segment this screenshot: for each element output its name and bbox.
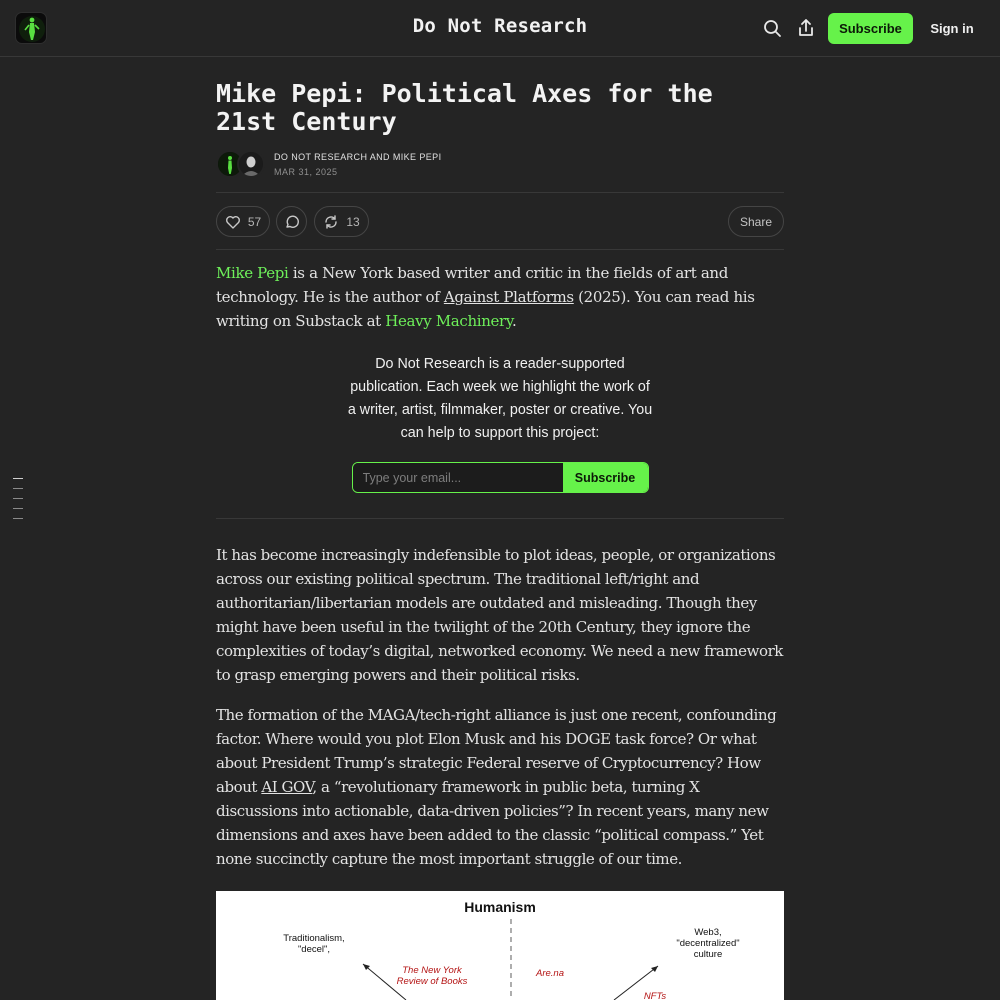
subscribe-promo-text: Do Not Research is a reader-supported publication. Each week we highlight the work of a writer, artist, filmmaker, poster or creative. You can help to support this project: — [347, 356, 653, 441]
diagram-label-web3: Web3, "decentralized" culture — [676, 927, 740, 960]
political-axes-diagram[interactable] — [216, 891, 784, 1000]
intro-paragraph — [216, 261, 784, 333]
post-action-bar — [216, 192, 784, 250]
restack-button[interactable] — [314, 206, 369, 237]
post-date: MAR 31, 2025 — [274, 167, 338, 177]
intro-text: is a New York based writer and critic in the fields of art and technology. He is the author of — [216, 264, 728, 306]
heart-icon — [225, 214, 241, 230]
section-divider — [216, 518, 784, 519]
author-link[interactable]: Mike Pepi — [216, 264, 289, 282]
substack-link[interactable]: Heavy Machinery — [385, 312, 512, 330]
diagram-title: Humanism — [464, 899, 536, 915]
byline — [216, 150, 784, 180]
table-of-contents[interactable] — [13, 478, 23, 528]
share-button[interactable]: Share — [728, 206, 784, 237]
post-title: Mike Pepi: Political Axes for the 21st Century — [216, 79, 713, 136]
toc-line[interactable] — [13, 488, 23, 489]
article — [216, 80, 784, 871]
diagram-label-arena: Are.na — [536, 968, 564, 979]
diagram-label-traditionalism: Traditionalism, "decel", — [283, 933, 345, 955]
ai-gov-link[interactable]: AI GOV — [261, 778, 313, 796]
share-icon[interactable] — [795, 17, 817, 39]
restack-count: 13 — [346, 214, 360, 229]
diagram-label-nfts: NFTs — [643, 991, 667, 1000]
intro-text: . — [512, 312, 517, 330]
subscribe-submit-button[interactable]: Subscribe — [563, 463, 648, 492]
intro-text: (2025). You can read his writing on Substack at — [216, 288, 755, 330]
subscribe-button[interactable]: Subscribe — [828, 13, 913, 44]
like-count: 57 — [247, 214, 262, 229]
toc-line[interactable] — [13, 498, 23, 499]
site-title[interactable]: Do Not Research — [412, 15, 588, 37]
toc-line[interactable] — [13, 478, 23, 479]
restack-icon — [323, 214, 339, 230]
like-button[interactable] — [216, 206, 270, 237]
email-field[interactable] — [353, 463, 563, 492]
comment-button[interactable] — [276, 206, 307, 237]
body-text: The formation of the MAGA/tech-right alliance is just one recent, confounding factor. Where would you plot Elon Musk and his DOGE task force? Or what about President Trump’s strategic Federal reserve of Cryptocurrency? How about — [216, 706, 777, 796]
top-bar — [0, 0, 1000, 57]
subscribe-form — [352, 462, 649, 493]
body-paragraph: It has become increasingly indefensible to plot ideas, people, or organizations across our existing political spectrum. The traditional left/right and authoritarian/libertarian models are outdated and misleading. Though they might have been useful in the twilight of the 20th Century, they ignore the complexities of today’s digital, networked economy. We need a new framework to grasp emerging powers and their political risks. — [216, 546, 783, 684]
sign-in-button[interactable]: Sign in — [930, 21, 974, 36]
body-text: , a “revolutionary framework in public beta, turning X discussions into actionable, data-driven policies”? In recent years, many new dimensions and axes have been added to the classic “political compass.” Yet none succinctly capture the most important struggle of our time. — [216, 778, 769, 868]
author-names[interactable]: DO NOT RESEARCH AND MIKE PEPI — [274, 152, 442, 162]
book-link[interactable]: Against Platforms — [443, 288, 574, 306]
toc-line[interactable] — [13, 508, 23, 509]
search-icon[interactable] — [761, 17, 783, 39]
body-paragraph — [216, 703, 784, 871]
comment-icon — [284, 214, 300, 230]
avatar[interactable] — [237, 150, 265, 178]
toc-line[interactable] — [13, 518, 23, 519]
diagram-label-nyrb: The New York Review of Books — [396, 965, 468, 987]
